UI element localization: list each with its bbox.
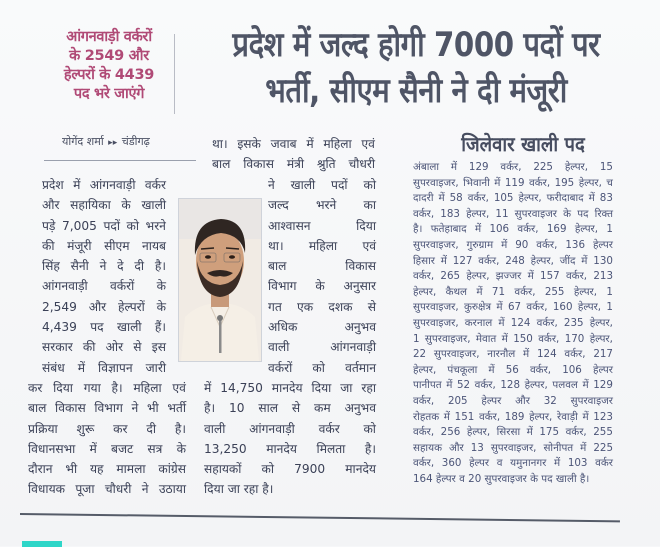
district-line: हिसार में 127 वर्कर, 248 हेल्पर, जींद में 130 [413, 254, 613, 267]
district-line: वर्कर, 360 हेल्पर व यमुनानगर में 103 वर्कर [413, 457, 613, 470]
district-line: सहायक और 13 सुपरवाइजर, सोनीपत में 225 [413, 441, 613, 454]
text-line: की मंजूरी सीएम नायब [42, 238, 166, 253]
district-line: रोहतक में 151 वर्कर, 189 हेल्पर, रेवाड़ी में 123 [413, 410, 613, 423]
text-line: जल्द भरने का [268, 198, 376, 213]
kicker-line: हेल्परों के 4439 [63, 67, 155, 83]
text-line: पड़े 7,005 पदों को भरने [42, 218, 166, 233]
bottom-divider [20, 513, 620, 522]
district-line: सुपरवाइजर, गुरुग्राम में 90 वर्कर, 136 हेल्पर [413, 238, 613, 251]
text-line: बाल विकास [268, 259, 376, 274]
district-line: वर्कर, 183 हेल्पर, 11 सुपरवाइजर के पद रिक्त [413, 207, 613, 220]
text-line: गत एक दशक से [268, 299, 376, 314]
text-line: सिंह सैनी ने दे दी है। [42, 259, 166, 274]
article-column-2-bottom [204, 378, 376, 500]
accent-tab [22, 541, 62, 547]
kicker-line: आंगनवाड़ी वर्करों [66, 29, 152, 45]
article-column-2-top [212, 134, 375, 175]
text-line: सहायकों को 7900 मानदेय [204, 462, 376, 477]
byline-divider [44, 160, 196, 161]
kicker-divider [174, 34, 175, 114]
article-column-1-bottom [28, 378, 186, 500]
text-line: विधायक पूजा चौधरी ने उठाया [28, 482, 186, 497]
text-line: विभाग के अनुसार [268, 279, 376, 294]
district-line: हेल्पर, पंचकूला में 56 वर्कर, 106 हेल्पर [413, 363, 613, 376]
text-line: 4,439 पद खाली हैं। [42, 320, 166, 335]
byline-arrow-icon: ▸▸ [108, 138, 118, 148]
district-line: सुपरवाइजर, कुरुक्षेत्र में 67 वर्कर, 160 हेल्पर, 1 [413, 301, 613, 314]
text-line: में 14,750 मानदेय दिया जा रहा [204, 381, 376, 395]
text-line: दौरान भी यह मामला कांग्रेस [28, 462, 186, 477]
text-line: संबंध में विज्ञापन जारी [42, 360, 166, 375]
text-line: वर्करों को वर्तमान [268, 360, 376, 375]
district-line: सुपरवाइजर, करनाल में 124 वर्कर, 235 हेल्पर, [413, 316, 613, 329]
byline [62, 134, 202, 149]
district-line: हेल्पर, कैथल में 71 वर्कर, 255 हेल्पर, 1 [413, 285, 613, 298]
person-portrait-icon [179, 199, 261, 361]
text-line: अधिक अनुभव [268, 320, 376, 335]
district-line: वर्कर, 205 हेल्पर और 32 सुपरवाइजर [413, 394, 613, 407]
district-line: 164 हेल्पर व 20 सुपरवाइजर के पद खाली है। [413, 472, 590, 485]
kicker-subhead [48, 28, 170, 104]
text-line: है। 10 साल से कम अनुभव [204, 401, 376, 416]
district-vacancy-list [413, 160, 613, 487]
text-line: बाल विकास विभाग ने भी भर्ती [28, 401, 186, 416]
district-line: सुपरवाइजर, भिवानी में 119 वर्कर, 195 हेल्पर, च [413, 176, 613, 189]
district-line: 1 सुपरवाइजर, मेवात में 150 वर्कर, 170 हेल्पर, [413, 332, 613, 345]
text-line: वाली आंगनवाड़ी [268, 340, 376, 355]
byline-location: चंडीगढ़ [121, 135, 150, 148]
kicker-line: पद भरे जाएंगे [73, 86, 145, 102]
district-line: 22 सुपरवाइजर, नारनौल में 124 वर्कर, 217 [413, 348, 613, 361]
text-line: दिया जा रहा है। [204, 482, 274, 497]
kicker-line: के 2549 और [69, 48, 149, 64]
headline-line: भर्ती, सीएम सैनी ने दी मंजूरी [265, 71, 567, 111]
portrait-photo [178, 198, 262, 362]
district-line: वर्कर, 256 हेल्पर, सिरसा में 175 वर्कर, 255 [413, 426, 613, 439]
text-line: प्रदेश में आंगनवाड़ी वर्कर [42, 178, 166, 192]
text-line: था। महिला एवं [268, 238, 376, 253]
district-line: दादरी में 58 वर्कर, 105 हेल्पर, फरीदाबाद में 83 [413, 192, 613, 205]
headline-line: प्रदेश में जल्द होगी 7000 पदों पर [232, 25, 600, 65]
text-line: था। इसके जवाब में महिला एवं [212, 137, 375, 151]
text-line: कर दिया गया है। महिला एवं [28, 381, 186, 395]
text-line: आश्वासन दिया [268, 218, 376, 233]
text-line: 2,549 और हेल्परों के [42, 299, 166, 314]
district-box-title: जिलेवार खाली पद [461, 132, 585, 156]
text-line: बाल विकास मंत्री श्रुति चौधरी [212, 157, 375, 172]
text-line: ने खाली पदों को [268, 178, 376, 192]
headline [186, 22, 646, 114]
text-line: आंगनवाड़ी वर्करों के [42, 279, 166, 294]
district-line: है। फतेहाबाद में 106 वर्कर, 169 हेल्पर, 1 [413, 223, 613, 236]
article-column-1 [42, 175, 166, 378]
text-line: 13,250 मानदेय मिलता है। [204, 441, 376, 456]
text-line: विधानसभा में बजट सत्र के [28, 441, 186, 456]
district-line: वर्कर, 265 हेल्पर, झज्जर में 157 वर्कर, 213 [413, 270, 613, 283]
text-line: प्रक्रिया शुरू कर दी है। [28, 421, 186, 436]
district-line: पानीपत में 52 वर्कर, 128 हेल्पर, पलवल में 129 [413, 379, 613, 392]
text-line: और सहायिका के खाली [42, 198, 166, 213]
byline-author: योगेंद शर्मा [62, 135, 104, 148]
text-line: वाली आंगनवाड़ी वर्कर को [204, 421, 376, 436]
article-column-2-wrap [268, 175, 376, 378]
text-line: सरकार की ओर से इस [42, 340, 166, 355]
district-line: अंबाला में 129 वर्कर, 225 हेल्पर, 15 [413, 161, 613, 173]
